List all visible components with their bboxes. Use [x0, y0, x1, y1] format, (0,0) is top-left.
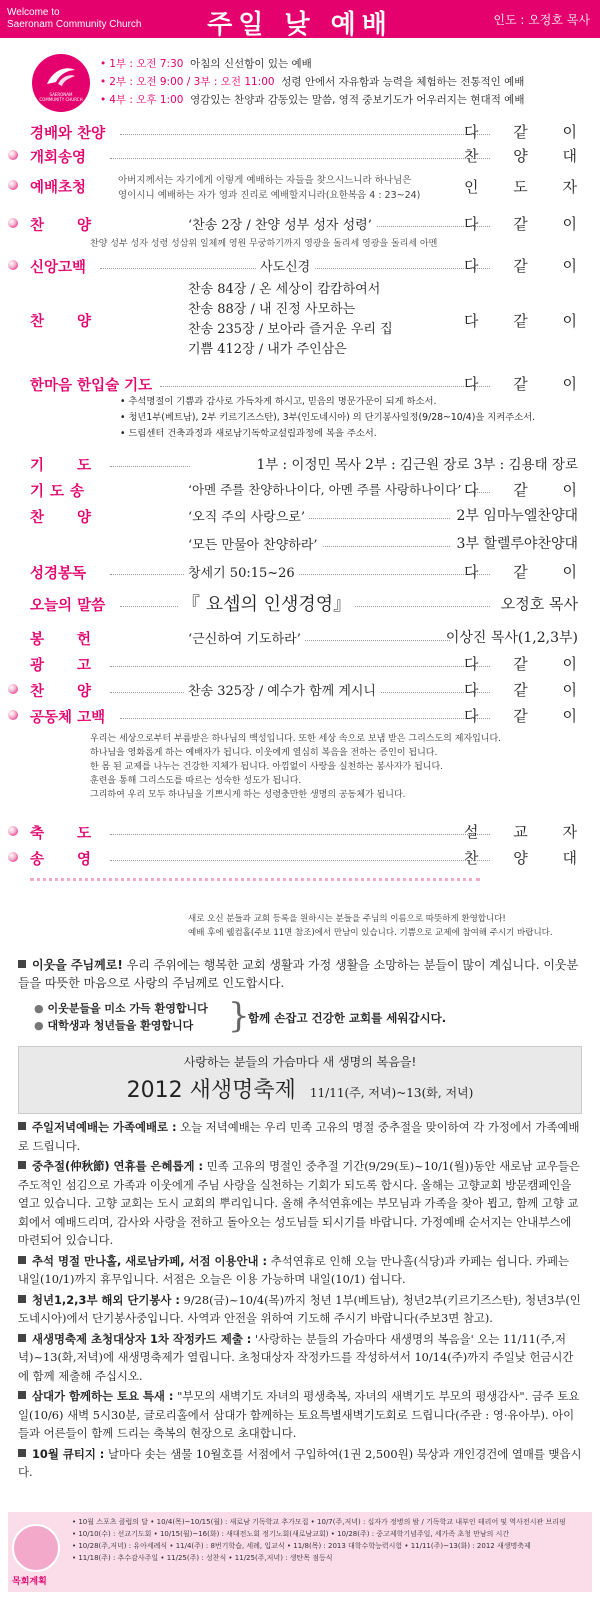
announcement-item: 중추절(仲秋節) 연휴를 은혜롭게 : 민족 고유의 명절인 중추절 기간(9/29(토)~10/1(월))동안 새로남 교우들은 주도적인 섬김으로 가족과 이웃에게 주님 사랑을 실천하는 기회가 되도록 합시다. 올해는 고향교회 방문캠페인을 열고 있습니다. 고향 교회는 도시 교회의 뿌리입니다. 올해 추석연휴에는 부모님과 가족을 찾아 뵙고, 함께 고향 교회에서 예배드리며, 감사와 사랑을 전하고 돌아오는 성도님들 되시기를 바랍니다. 가정예배 순서지는 안내부스에 마련되어 있습니다.: [18, 1159, 580, 1247]
order-row: 송 영 찬 양 대: [0, 846, 600, 868]
order-row: 축 도 설 교 자: [0, 820, 600, 842]
service-leader: 인도 : 오정호 목사: [493, 13, 590, 27]
time-list: [100, 55, 524, 109]
service-times: [0, 52, 600, 120]
announcement-item: 청년1,2,3부 해외 단기봉사 : 9/28(금)~10/4(목)까지 청년 1부(베트남), 청년2부(키르기즈스탄), 청년3부(인도네시아)에서 단기봉사중입니다. 사역과 안전을 위하여 기도해 주시기 바랍니다(주보3면 참고).: [18, 1292, 581, 1325]
bullet-icon: [8, 180, 18, 190]
service-1: • 1부 : 오전 7:30 아침의 신선함이 있는 예배: [100, 58, 312, 70]
square-bullet-icon: [18, 1256, 26, 1264]
order-row: 신앙고백 사도신경 다 같 이: [0, 254, 600, 276]
square-bullet-icon: [18, 1449, 26, 1457]
square-bullet-icon: [18, 1334, 26, 1342]
header-bar: [0, 0, 600, 38]
banner-subtitle: 사랑하는 분들의 가슴마다 새 생명의 복음을!: [183, 1055, 417, 1069]
order-row: 찬 양 찬송 84장 / 온 세상이 캄캄하여서 찬송 88장 / 내 진정 사모하는 찬송 235장 / 보아라 즐거운 우리 집 기쁨 412장 / 내가 주인삼은 다 같 이: [0, 280, 600, 366]
order-row: 기도송 ‘아멘 주를 찬양하나이다, 아멘 주를 사랑하나이다’ 다 같 이: [30, 481, 592, 500]
welcome-note: 새로 오신 분들과 교회 등록을 원하시는 분들을 주님의 이름으로 따뜻하게 환영합니다! 예배 후에 웰컴홀(주보 11면 참조)에서 만남이 있습니다. 기쁨으로 교제에 참여해 주시기 바랍니다.: [188, 914, 553, 938]
community-confession: 우리는 세상으로부터 부름받은 하나님의 백성입니다. 또한 세상 속으로 보냄 받은 그리스도의 제자입니다. 하나님을 영화롭게 하는 예배자가 됩니다. 이웃에게 열심히 복음을 전하는 증인이 됩니다. 한 몸 된 교제를 나누는 건강한 지체가 됩니다. 아낌없이 사랑을 실천하는 봉사자가 됩니다. 훈련을 통해 그리스도를 따르는 성숙한 성도가 됩니다. 그리하여 우리 모두 하나님을 기쁘시게 하는 성령충만한 생명의 공동체가 됩니다.: [90, 734, 502, 800]
order-row: 성경봉독 창세기 50:15~26 다 같 이: [30, 563, 592, 582]
logo-text: SAERONAM COMMUNITY CHURCH: [39, 92, 83, 102]
invite-slogan: 함께 손잡고 건강한 교회를 세워갑시다.: [248, 1011, 447, 1025]
flame-icon: [44, 64, 78, 88]
announcement-item: 추석 명절 만나홀, 새로남카페, 서점 이용안내 : 추석연휴로 인해 오늘 만나홀(식당)과 카페는 쉽니다. 카페는 내일(10/1)까지 휴무입니다. 서점은 오늘은 이용 가능하며 내일(10/1) 쉽니다.: [18, 1253, 570, 1286]
announcement-item: 삼대가 함께하는 토요 특새 : "부모의 새벽기도 자녀의 평생축복, 자녀의 새벽기도 부모의 평생감사". 금주 토요일(10/6) 새벽 5시30분, 글로리홀에서 삼대가 함께하는 토요특별새벽기도회로 드립니다(주관 : 영·유아부). 아이들과 어른들이 함께 드리는 축복의 현장으로 초대합니다.: [18, 1389, 580, 1440]
order-row: 오늘의 말씀 『 요셉의 인생경영』 오정호 목사: [0, 590, 600, 616]
prayer-notes: • 추석명절이 기쁨과 감사로 가득차게 하시고, 믿음의 명문가문이 되게 하소서. • 청년1부(베트남), 2부 키르기즈스탄), 3부(인도네시아) 의 단기봉사일정(9/28~10/4)을 지켜주소서. • 드림센터 건축과정과 새로남기독학교설립과정에 복을 주소서.: [120, 394, 535, 442]
order-row: 예배초청 아버지께서는 자기에게 이렇게 예배하는 자들을 찾으시느니라 하나님은 영이시니 예배하는 자가 영과 진리로 예배할지니라(요한복음 4 : 23~24) 인 도 자: [0, 170, 600, 206]
announcements: [18, 1118, 582, 1484]
brace-icon: }: [228, 996, 250, 1036]
announcement-item: 새생명축제 초청대상자 1차 작정카드 제출 : '사랑하는 분들의 가슴마다 새생명의 복음을' 오는 11/11(주,저녁)~13(화,저녁)에 새생명축제가 열립니다. 초청대상자 작정카드를 작성하셔서 10/14(주)까지 주일낮 헌금시간에 함께 제출해 주십시오.: [18, 1331, 574, 1383]
order-row: 찬 양 찬송 325장 / 예수가 함께 계시니 다 같 이: [0, 678, 600, 700]
order-row: 찬 양 ‘오직 주의 사랑으로’ 2부 임마누엘찬양대 ‘모든 만물아 찬양하라’ 3부 할렐루야찬양대: [30, 508, 578, 553]
bullet-icon: [8, 684, 18, 694]
announcement-item: 10월 큐티지 : 날마다 솟는 샘물 10월호를 서점에서 구입하여(1권 2,500원) 묵상과 개인경건에 열매를 맺읍시다.: [18, 1446, 582, 1479]
hymn-list: 찬송 84장 / 온 세상이 캄캄하여서 찬송 88장 / 내 진정 사모하는 찬송 235장 / 보아라 즐거운 우리 집 기쁨 412장 / 내가 주인삼은: [188, 282, 393, 357]
order-performer: 다 같 이: [463, 123, 592, 141]
sermon-title: 『 요셉의 인생경영』: [178, 590, 355, 616]
schedule-icon: [12, 1524, 60, 1572]
service-3: • 4부 : 오후 1:00 영감있는 찬양과 감동있는 말씀, 영적 중보기도가 어우러지는 현대적 예배: [100, 94, 525, 106]
order-of-worship: [0, 120, 600, 900]
square-bullet-icon: [18, 960, 26, 968]
order-label: 경배와 찬양: [30, 126, 106, 142]
order-row: 공동체 고백 다 같 이 우리는 세상으로부터 부름받은 하나님의 백성입니다. 또한 세상 속으로 보냄 받은 그리스도의 제자입니다. 하나님을 영화롭게 하는 예배자가 됩니다. 이웃에게 열심히 복음을 전하는 증인이 됩니다. 한 몸 된 교제를 나누는 건강한 지체가 됩니다. 아낌없이 사랑을 실천하는 봉사자가 됩니다. 훈련을 통해 그리스도를 따르는 성숙한 성도가 됩니다. 그리하여 우리 모두 하나님을 기쁘시게 하는 성령충만한 생명의 공동체가 됩니다.: [0, 704, 600, 816]
order-row: 봉 헌 ‘근신하여 기도하라’ 이상진 목사(1,2,3부): [30, 630, 578, 648]
square-bullet-icon: [18, 1122, 26, 1130]
order-row: [0, 120, 600, 142]
schedule-title: 목회계획: [12, 1577, 47, 1587]
ministry-schedule: [8, 1512, 592, 1592]
welcome-line1: Welcome to: [7, 7, 60, 18]
invite-bullets: ● 이웃분들을 미소 가득 환영합니다 ● 대학생과 청년들을 환영합니다: [34, 1002, 208, 1032]
schedule-lines: • 10월 스포츠 클럽의 달 • 10/4(목)~10/15(월) : 새로남 기독학교 추가모집 • 10/7(주,저녁) : 십자가 정병의 밤 / 기독학교 내부인 테리어 및 역사전시관 브리핑 • 10/10(수) : 선교기도회 • 10/15(월)~16(화) : 새대전노회 정기노회(새로남교회) • 10/28(주) : 중고제학기념주일, 세가족 초청 만남의 시간 • 10/28(주,저녁) : 유아세례식 • 11/4(주) : 8번기학습, 세례, 입교식 • 11/8(목) : 2013 대학수학능력시험 • 11/11(주)~13(화) : 2012 새생명축제 • 11/18(주) : 추수감사주일 • 11/25(주) : 성찬식 • 11/25(주,저녁) : 생탄목 점등식: [72, 1518, 566, 1562]
bullet-icon: [8, 150, 18, 160]
banner-title: 2012 새생명축제 11/11(주, 저녁)~13(화, 저녁): [126, 1078, 474, 1103]
festival-banner: [18, 1046, 582, 1114]
order-row: 광 고 다 같 이: [30, 655, 592, 674]
bullet-icon: [8, 710, 18, 720]
order-row: 한마음 한입술 기도 다 같 이 • 추석명절이 기쁨과 감사로 가득차게 하시고, 믿음의 명문가문이 되게 하소서. • 청년1부(베트남), 2부 키르기즈스탄), 3부(인도네시아) 의 단기봉사일정(9/28~10/4)을 지켜주소서. • 드림센터 건축과정과 새로남기독학교설립과정에 복을 주소서.: [0, 372, 600, 448]
divider: [30, 878, 480, 881]
square-bullet-icon: [18, 1295, 26, 1303]
square-bullet-icon: [18, 1161, 26, 1169]
bullet-icon: [8, 852, 18, 862]
bullet-icon: [8, 218, 18, 228]
announcement-item: 주일저녁예배는 가족예배로 : 오늘 저녁예배는 우리 민족 고유의 명절 중추절을 맞이하여 각 가정에서 가족예배로 드립니다.: [18, 1120, 580, 1153]
order-row: 찬 양 ‘찬송 2장 / 찬양 성부 성자 성령’ 다 같 이 찬양 성부 성자 성령 성삼위 일체께 영원 무궁하기까지 영광을 돌리세 영광을 돌리세 아멘: [0, 210, 600, 250]
order-row: 개회송영 찬 양 대: [0, 144, 600, 166]
page-title: 주일 낮 예배: [207, 10, 393, 40]
invite-section: 이웃을 주님께로! 우리 주위에는 행복한 교회 생활과 가정 생활을 소망하는 분들이 많이 계십니다. 이웃분들을 따뜻한 마음으로 사랑의 주님께로 인도합시다.: [18, 958, 579, 990]
bullet-icon: [8, 260, 18, 270]
welcome-line2: Saeronam Community Church: [7, 19, 142, 30]
bullet-icon: [8, 826, 18, 836]
church-logo: [32, 54, 90, 112]
square-bullet-icon: [18, 1391, 26, 1399]
service-2: • 2부 : 오전 9:00 / 3부 : 오전 11:00 성령 안에서 자유함과 능력을 체험하는 전통적인 예배: [100, 76, 525, 88]
order-row: 기 도 1부 : 이정민 목사 2부 : 김근원 장로 3부 : 김용태 장로: [30, 457, 578, 474]
